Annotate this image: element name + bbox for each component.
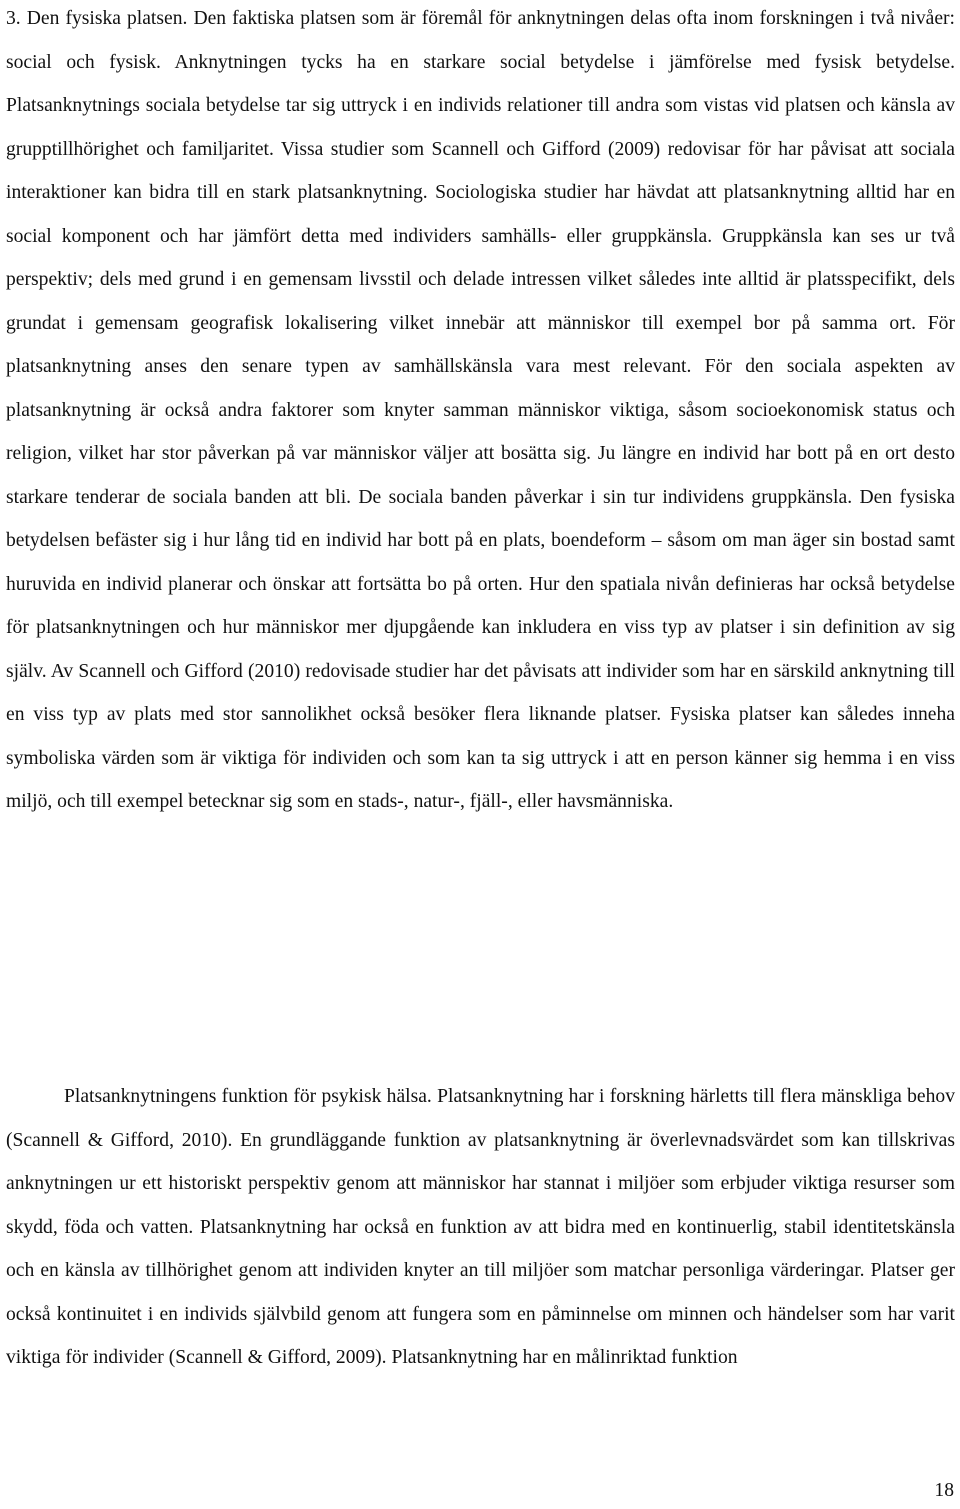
paragraph-mental-health-function: Platsanknytningens funktion för psykisk hälsa. Platsanknytning har i forskning härletts till flera mänskliga behov (Scannell & Gifford, 2010). En grundläggande funktion av platsanknytning är överlevnadsvärdet som kan tillskrivas anknytningen ur ett historiskt perspektiv genom att människor har stannat i miljöer som erbjuder viktiga resurser som skydd, föda och vatten. Platsanknytning har också en funktion av att bidra med en kontinuerlig, stabil identitetskänsla och en känsla av tillhörighet genom att individen knyter an till miljöer som matchar personliga värderingar. Platser ger också kontinuitet i en individs självbild genom att fungera som en påminnelse om minnen och händelser som har varit viktiga för individer (Scannell & Gifford, 2009). Platsanknytning har en målinriktad funktion [6, 1086, 955, 1368]
paragraph-physical-place: 3. Den fysiska platsen. Den faktiska platsen som är föremål för anknytningen delas ofta inom forskningen i två nivåer: social och fysisk. Anknytningen tycks ha en starkare social betydelse i jämförelse med fysisk betydelse. Platsanknytnings sociala betydelse tar sig uttryck i en individs relationer till andra som vistas vid platsen och känsla av grupptillhörighet och familjaritet. Vissa studier som Scannell och Gifford (2009) redovisar för har påvisat att sociala interaktioner kan bidra till en stark platsanknytning. Sociologiska studier har hävdat att platsanknytning alltid har en social komponent och har jämfört detta med individers samhälls- eller gruppkänsla. Gruppkänsla kan ses ur två perspektiv; dels med grund i en gemensam livsstil och delade intressen vilket således inte alltid är platsspecifikt, dels grundat i gemensam geografisk lokalisering vilket innebär att människor till exempel bor på samma ort. För platsanknytning anses den senare typen av samhällskänsla vara mest relevant. För den sociala aspekten av platsanknytning är också andra faktorer som knyter samman människor viktiga, såsom socioekonomisk status och religion, vilket har stor påverkan på var människor väljer att bosätta sig. Ju längre en individ har bott på en ort desto starkare tenderar de sociala banden att bli. De sociala banden påverkar i sin tur individens gruppkänsla. Den fysiska betydelsen befäster sig i hur lång tid en individ har bott på en plats, boendeform – såsom om man äger sin bostad samt huruvida en individ planerar och önskar att fortsätta bo på orten. Hur den spatiala nivån definieras har också betydelse för platsanknytningen och hur människor mer djupgående kan inkludera en viss typ av platser i sin definition av sig själv. Av Scannell och Gifford (2010) redovisade studier har det påvisats att individer som har en särskild anknytning till en viss typ av plats med stor sannolikhet också besöker flera liknande platser. Fysiska platser kan således inneha symboliska värden som är viktiga för individen och som kan ta sig uttryck i att en person känner sig hemma i en viss miljö, och till exempel betecknar sig som en stads-, natur-, fjäll-, eller havsmänniska. [6, 8, 955, 812]
page-number: 18 [934, 1480, 954, 1501]
